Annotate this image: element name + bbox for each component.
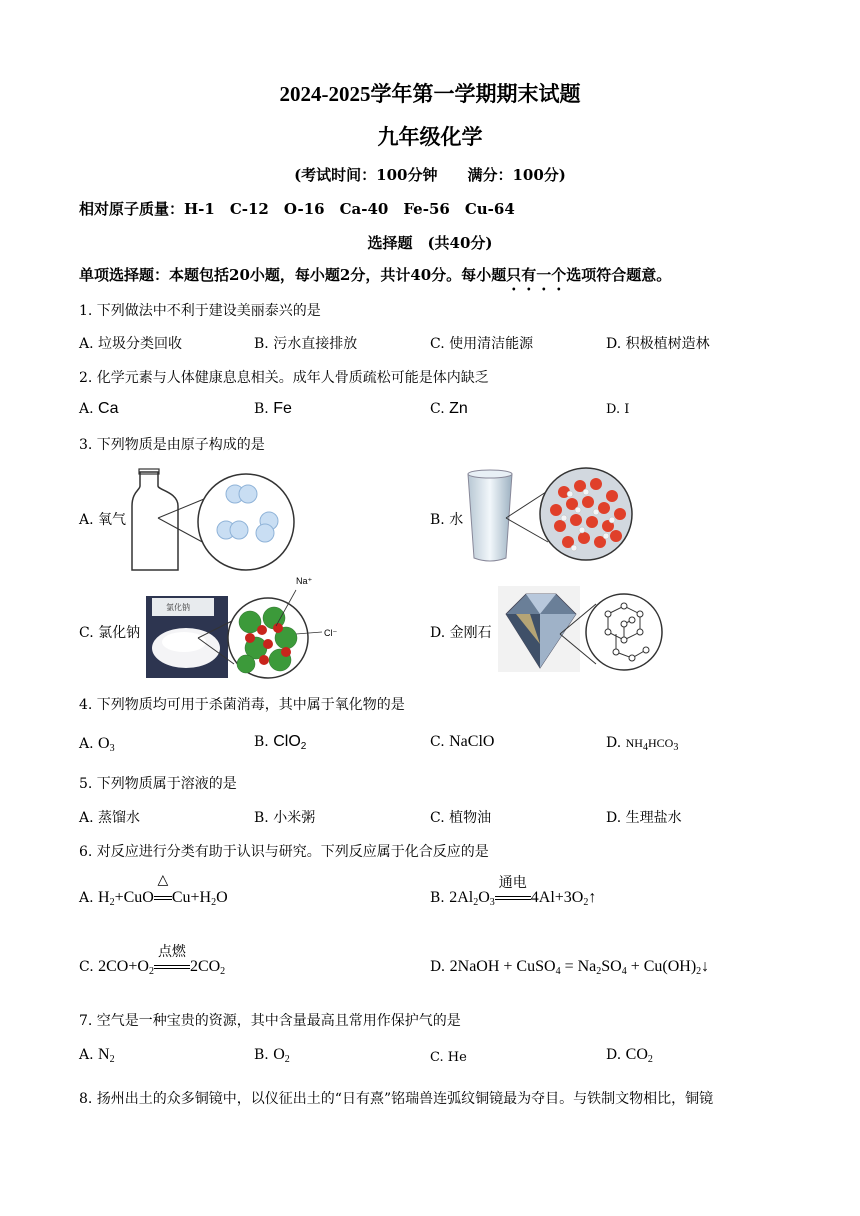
cl-ion-label: Cl⁻ <box>324 628 338 638</box>
q6-option-a: A. $H_2+CuO$ △ $Cu+H_2O$ <box>79 873 228 908</box>
q3-option-d: D. 金刚石 <box>430 625 492 641</box>
q5-option-c: C. 植物油 <box>430 810 492 826</box>
q1-stem: 1. 下列做法中不利于建设美丽泰兴的是 <box>79 303 321 319</box>
sodium-chloride-illustration <box>146 572 346 682</box>
q2-option-d: D. I <box>606 402 630 417</box>
q7-option-a: A. $N_2$ <box>79 1046 115 1065</box>
exam-title: 2024-2025学年第一学期期末试题 <box>279 82 581 106</box>
q4-option-d: D. $NH_4HCO_3$ <box>606 735 679 753</box>
water-glass-illustration <box>466 462 646 566</box>
section-title: 选择题 (共40分) <box>367 234 493 252</box>
q1-option-d: D. 积极植树造林 <box>606 336 710 352</box>
q2-option-c: C. Zn <box>430 400 468 417</box>
q7-option-c: C. He <box>430 1050 467 1065</box>
q8-stem: 8. 扬州出土的众多铜镜中，以仪征出土的“日有熹”铭瑞兽连弧纹铜镜最为夺目。与铁制文物相比，铜镜 <box>79 1091 714 1107</box>
q3-stem: 3. 下列物质是由原子构成的是 <box>79 437 265 453</box>
q4-stem: 4. 下列物质均可用于杀菌消毒，其中属于氧化物的是 <box>79 697 405 713</box>
q2-option-b: B. Fe <box>254 400 292 417</box>
q7-stem: 7. 空气是一种宝贵的资源，其中含量最高且常用作保护气的是 <box>79 1013 461 1029</box>
heat-symbol: △ <box>157 873 169 888</box>
na-ion-label: Na⁺ <box>296 576 313 586</box>
q6-stem: 6. 对反应进行分类有助于认识与研究。下列反应属于化合反应的是 <box>79 844 489 860</box>
q6-option-d: D. 2NaOH + CuSO$_4$ = $Na_2SO_4$ + $Cu(OH)_2↓$ <box>430 958 710 977</box>
instructions-suffix: 选项符合题意。 <box>566 266 672 284</box>
q7-option-b: B. $O_2$ <box>254 1046 290 1065</box>
q5-stem: 5. 下列物质属于溶液的是 <box>79 776 237 792</box>
grade-subject: 九年级化学 <box>377 125 483 149</box>
q1-option-c: C. 使用清洁能源 <box>430 336 534 352</box>
q4-option-b: B. ClO$_2$ <box>254 733 307 752</box>
q7-option-d: D. $CO_2$ <box>606 1046 653 1065</box>
q5-option-b: B. 小米粥 <box>254 810 316 826</box>
q2-option-a: A. Ca <box>79 400 119 417</box>
q1-option-b: B. 污水直接排放 <box>254 336 358 352</box>
instructions <box>79 264 671 294</box>
ignite-condition: 点燃 <box>157 945 186 960</box>
oxygen-bottle-illustration <box>128 466 310 576</box>
nacl-bag-label: 氯化钠 <box>166 603 190 612</box>
q3-option-c: C. 氯化钠 <box>79 625 141 641</box>
q6-option-b: B. $2Al_2O_3$ 通电 $4Al+3O_2↑$ <box>430 889 596 908</box>
q4-option-c: C. NaClO <box>430 733 495 750</box>
q1-option-a: A. 垃圾分类回收 <box>79 336 183 352</box>
instructions-emphasis: 只有一个 <box>506 266 567 284</box>
q2-stem: 2. 化学元素与人体健康息息相关。成年人骨质疏松可能是体内缺乏 <box>79 370 489 386</box>
q3-option-a: A. 氧气 <box>79 512 127 528</box>
diamond-illustration <box>496 584 668 674</box>
q6-option-c: C. $2CO+O_2$ 点燃 $2CO_2$ <box>79 958 225 977</box>
q3-option-b: B. 水 <box>430 512 464 528</box>
instructions-prefix: 单项选择题：本题包括20小题，每小题2分，共计40分。每小题 <box>79 266 507 284</box>
exam-info: (考试时间：100分钟 满分：100分) <box>294 166 566 184</box>
atomic-mass: 相对原子质量：H-1 C-12 O-16 Ca-40 Fe-56 Cu-64 <box>79 200 515 218</box>
q4-option-a: A. $O_3$ <box>79 735 115 754</box>
q5-option-a: A. 蒸馏水 <box>79 810 141 826</box>
electrolysis-condition: 通电 <box>498 876 527 891</box>
q5-option-d: D. 生理盐水 <box>606 810 682 826</box>
